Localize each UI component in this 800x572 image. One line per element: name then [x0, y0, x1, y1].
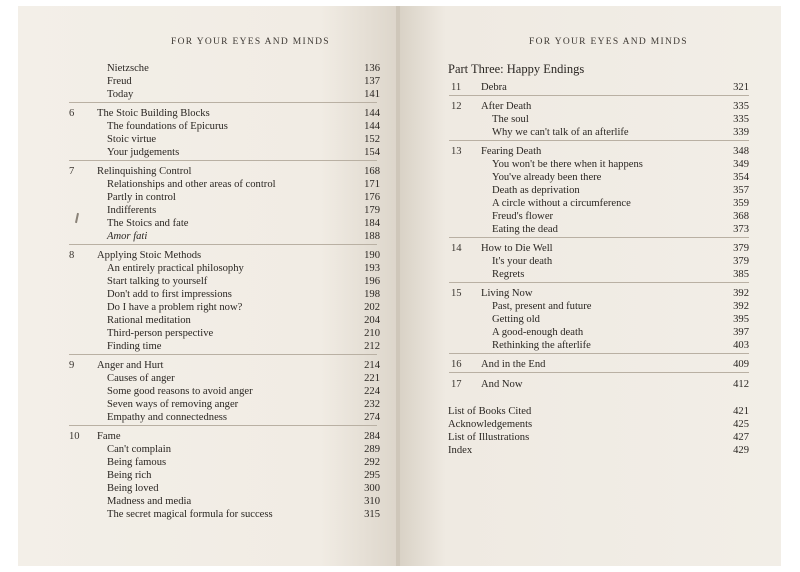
- back-matter-page-number: 427: [733, 432, 749, 443]
- right-toc-section-title: Getting old: [492, 314, 540, 325]
- left-chapter-divider: [69, 102, 377, 103]
- left-toc-chapter-title: Anger and Hurt: [97, 360, 164, 371]
- right-toc-section-title: Regrets: [492, 269, 525, 280]
- right-toc-page-number: 359: [733, 198, 749, 209]
- left-toc-section-title: Empathy and connectedness: [107, 412, 228, 423]
- left-toc-section-title: Seven ways of removing anger: [107, 399, 239, 410]
- left-toc-section-title: Being rich: [107, 470, 152, 481]
- left-toc-page-number: 144: [364, 108, 380, 119]
- right-toc-section-title: It's your death: [492, 256, 553, 267]
- left-toc-section-title: Stoic virtue: [107, 134, 157, 145]
- right-toc-chapter-title: Living Now: [481, 288, 533, 299]
- right-toc-page-number: 412: [733, 379, 749, 390]
- left-page: [18, 6, 396, 566]
- left-chapter-divider: [69, 244, 377, 245]
- left-toc-page-number: 136: [364, 63, 380, 74]
- back-matter-title: List of Illustrations: [448, 432, 530, 443]
- right-toc-page-number: 349: [733, 159, 749, 170]
- back-matter-page-number: 429: [733, 445, 749, 456]
- left-toc-section-title: Today: [107, 89, 134, 100]
- left-toc-section-title: Indifferents: [107, 205, 157, 216]
- left-running-header: FOR YOUR EYES AND MINDS: [171, 37, 330, 47]
- left-toc-section-title: Causes of anger: [107, 373, 175, 384]
- left-toc-section-title: Nietzsche: [107, 63, 149, 74]
- left-toc-page-number: 196: [364, 276, 380, 287]
- pencil-mark: [75, 213, 79, 223]
- left-toc-page-number: 232: [364, 399, 380, 410]
- left-toc-page-number: 190: [364, 250, 380, 261]
- back-matter-title: Acknowledgements: [448, 419, 533, 430]
- right-toc-page-number: 403: [733, 340, 749, 351]
- left-toc-section-title: Rational meditation: [107, 315, 191, 326]
- left-toc-page-number: 198: [364, 289, 380, 300]
- left-toc-section-title: Do I have a problem right now?: [107, 302, 243, 313]
- left-toc-section-title: Your judgements: [107, 147, 180, 158]
- back-matter-page-number: 425: [733, 419, 749, 430]
- left-toc-page-number: 137: [364, 76, 380, 87]
- left-toc-chapter-number: 7: [69, 166, 75, 177]
- right-running-header: FOR YOUR EYES AND MINDS: [529, 37, 688, 47]
- right-toc-section-title: The soul: [492, 114, 529, 125]
- left-toc-page-number: 284: [364, 431, 380, 442]
- right-toc-page-number: 335: [733, 101, 749, 112]
- left-toc-page-number: 214: [364, 360, 380, 371]
- left-toc-section-title: Can't complain: [107, 444, 171, 455]
- left-toc-section-title: Some good reasons to avoid anger: [107, 386, 253, 397]
- left-toc-section-title: The Stoics and fate: [107, 218, 189, 229]
- left-toc-page-number: 315: [364, 509, 380, 520]
- right-chapter-divider: [449, 353, 749, 354]
- right-toc-page-number: 339: [733, 127, 749, 138]
- left-toc-page-number: 188: [364, 231, 380, 242]
- right-toc-page-number: 348: [733, 146, 749, 157]
- right-chapter-divider: [449, 237, 749, 238]
- left-toc-page-number: 295: [364, 470, 380, 481]
- left-toc-section-title: Freud: [107, 76, 132, 87]
- left-toc-page-number: 300: [364, 483, 380, 494]
- left-toc-page-number: 292: [364, 457, 380, 468]
- right-chapter-divider: [449, 282, 749, 283]
- right-toc-chapter-title: Fearing Death: [481, 146, 542, 157]
- left-toc-page-number: 212: [364, 341, 380, 352]
- left-toc-chapter-number: 10: [69, 431, 80, 442]
- left-toc-section-title: Being famous: [107, 457, 167, 468]
- right-toc-section-title: Rethinking the afterlife: [492, 340, 591, 351]
- right-chapter-divider: [449, 140, 749, 141]
- right-toc-page-number: 395: [733, 314, 749, 325]
- left-toc-section-title: The secret magical formula for success: [107, 509, 273, 520]
- back-matter-title: List of Books Cited: [448, 406, 532, 417]
- right-toc-section-title: Eating the dead: [492, 224, 558, 235]
- left-toc-page-number: 204: [364, 315, 380, 326]
- right-toc-page-number: 392: [733, 301, 749, 312]
- right-toc-page-number: 379: [733, 243, 749, 254]
- right-toc-page-number: 379: [733, 256, 749, 267]
- left-toc-page-number: 221: [364, 373, 380, 384]
- left-toc-page-number: 168: [364, 166, 380, 177]
- right-toc-section-title: Past, present and future: [492, 301, 592, 312]
- back-matter-page-number: 421: [733, 406, 749, 417]
- left-toc-page-number: 152: [364, 134, 380, 145]
- left-toc-chapter-number: 9: [69, 360, 75, 371]
- left-toc-section-title: Don't add to first impressions: [107, 289, 232, 300]
- right-toc-chapter-title: And Now: [481, 379, 523, 390]
- left-toc-page-number: 144: [364, 121, 380, 132]
- right-toc-chapter-number: 17: [451, 379, 462, 390]
- right-chapter-divider: [449, 372, 749, 373]
- right-page: [400, 6, 781, 566]
- right-toc-page-number: 392: [733, 288, 749, 299]
- right-toc-section-title: You won't be there when it happens: [492, 159, 643, 170]
- right-toc-page-number: 357: [733, 185, 749, 196]
- right-toc-page-number: 397: [733, 327, 749, 338]
- left-toc-section-title: Partly in control: [107, 192, 176, 203]
- left-toc-chapter-title: Fame: [97, 431, 121, 442]
- right-chapter-divider: [449, 95, 749, 96]
- right-toc-section-title: You've already been there: [492, 172, 602, 183]
- left-toc-section-title: The foundations of Epicurus: [107, 121, 228, 132]
- part-title: Part Three: Happy Endings: [448, 62, 585, 76]
- left-toc-section-title: An entirely practical philosophy: [107, 263, 244, 274]
- left-toc-chapter-title: The Stoic Building Blocks: [97, 108, 210, 119]
- right-toc-chapter-title: And in the End: [481, 359, 546, 370]
- left-toc-section-title: Amor fati: [107, 231, 148, 242]
- right-toc-section-title: Death as deprivation: [492, 185, 580, 196]
- left-toc-section-title: Finding time: [107, 341, 162, 352]
- right-toc-chapter-number: 12: [451, 101, 462, 112]
- left-toc-page-number: 202: [364, 302, 380, 313]
- left-toc-page-number: 224: [364, 386, 380, 397]
- left-toc-section-title: Relationships and other areas of control: [107, 179, 276, 190]
- right-toc-chapter-number: 13: [451, 146, 462, 157]
- left-toc-page-number: 193: [364, 263, 380, 274]
- right-toc-section-title: Freud's flower: [492, 211, 554, 222]
- left-chapter-divider: [69, 425, 377, 426]
- left-toc-section-title: Third-person perspective: [107, 328, 214, 339]
- left-toc-section-title: Being loved: [107, 483, 159, 494]
- right-toc-page-number: 373: [733, 224, 749, 235]
- right-toc-section-title: A circle without a circumference: [492, 198, 631, 209]
- right-toc-chapter-number: 16: [451, 359, 462, 370]
- left-toc-chapter-number: 8: [69, 250, 75, 261]
- left-toc-page-number: 289: [364, 444, 380, 455]
- left-toc-page-number: 176: [364, 192, 380, 203]
- left-chapter-divider: [69, 160, 377, 161]
- left-chapter-divider: [69, 354, 377, 355]
- left-toc-page-number: 154: [364, 147, 380, 158]
- right-toc-section-title: Why we can't talk of an afterlife: [492, 127, 629, 138]
- right-toc-chapter-number: 14: [451, 243, 462, 254]
- right-toc-section-title: A good-enough death: [492, 327, 584, 338]
- right-toc-chapter-title: After Death: [481, 101, 532, 112]
- right-toc-page-number: 409: [733, 359, 749, 370]
- left-toc-page-number: 141: [364, 89, 380, 100]
- left-toc-section-title: Start talking to yourself: [107, 276, 208, 287]
- left-toc-chapter-title: Relinquishing Control: [97, 166, 192, 177]
- back-matter-title: Index: [448, 445, 473, 456]
- right-toc-page-number: 335: [733, 114, 749, 125]
- right-toc-page-number: 354: [733, 172, 749, 183]
- right-toc-chapter-title: Debra: [481, 82, 507, 93]
- right-toc-chapter-number: 11: [451, 82, 462, 93]
- left-toc-chapter-number: 6: [69, 108, 75, 119]
- left-toc-page-number: 171: [364, 179, 380, 190]
- left-toc-page-number: 210: [364, 328, 380, 339]
- left-toc-page-number: 184: [364, 218, 380, 229]
- left-toc-section-title: Madness and media: [107, 496, 192, 507]
- right-toc-chapter-number: 15: [451, 288, 462, 299]
- left-toc-page-number: 179: [364, 205, 380, 216]
- right-toc-page-number: 385: [733, 269, 749, 280]
- right-toc-chapter-title: How to Die Well: [481, 243, 553, 254]
- left-toc-chapter-title: Applying Stoic Methods: [97, 250, 202, 261]
- right-toc-page-number: 321: [733, 82, 749, 93]
- left-toc-page-number: 274: [364, 412, 380, 423]
- right-toc-page-number: 368: [733, 211, 749, 222]
- left-toc-page-number: 310: [364, 496, 380, 507]
